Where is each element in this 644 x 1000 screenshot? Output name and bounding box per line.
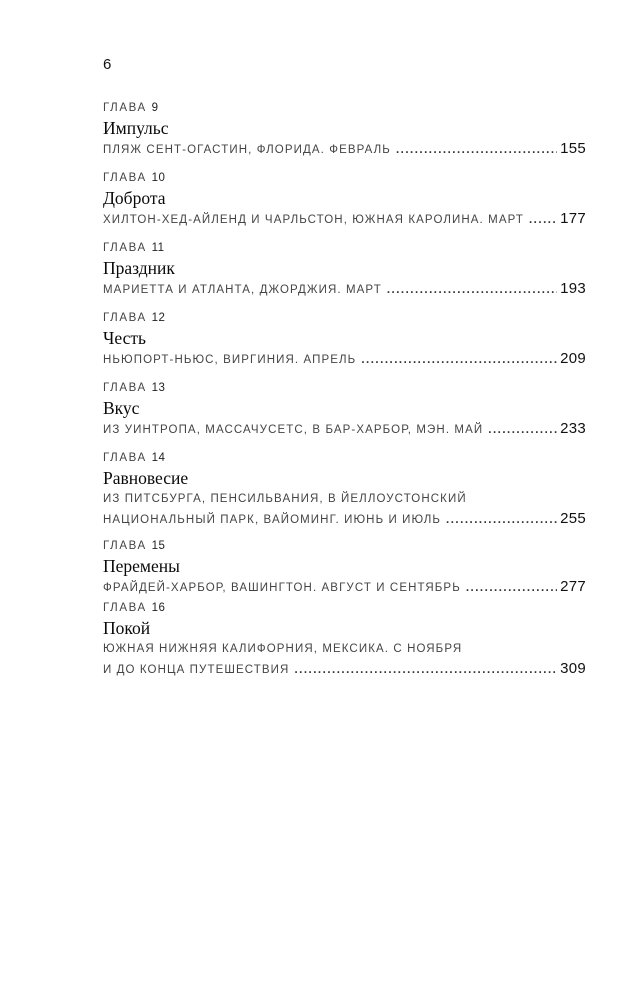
chapter-number: 15 bbox=[151, 540, 166, 552]
chapter-location: ИЗ ПИТСБУРГА, ПЕНСИЛЬВАНИЯ, В ЙЕЛЛОУСТОНСКИЙ bbox=[103, 493, 467, 505]
chapter-word: ГЛАВА bbox=[103, 242, 147, 254]
chapter-page-number: 309 bbox=[560, 660, 586, 677]
chapter-location: ФРАЙДЕЙ-ХАРБОР, ВАШИНГТОН. АВГУСТ И СЕНТЯБРЬ bbox=[103, 582, 461, 594]
dot-leader bbox=[294, 660, 557, 680]
chapter-title: Покой bbox=[103, 618, 151, 638]
chapter-label bbox=[103, 170, 586, 186]
dot-leader bbox=[446, 510, 557, 530]
chapter-label bbox=[103, 380, 586, 396]
chapter-page-number: 277 bbox=[560, 578, 586, 595]
chapter-location: МАРИЕТТА И АТЛАНТА, ДЖОРДЖИЯ. МАРТ bbox=[103, 284, 382, 296]
chapter-number: 14 bbox=[151, 452, 166, 464]
chapter-label bbox=[103, 600, 586, 616]
chapter-number: 12 bbox=[151, 312, 166, 324]
chapter-title: Доброта bbox=[103, 188, 166, 208]
toc-entry-chapter-11 bbox=[103, 240, 586, 299]
chapter-location-line bbox=[103, 139, 586, 159]
chapter-location-line bbox=[103, 419, 586, 439]
chapter-page-number: 255 bbox=[560, 510, 586, 527]
chapter-number: 9 bbox=[151, 102, 159, 114]
chapter-word: ГЛАВА bbox=[103, 540, 147, 552]
chapter-title: Перемены bbox=[103, 556, 180, 576]
chapter-label bbox=[103, 100, 586, 116]
chapter-number: 11 bbox=[151, 242, 165, 254]
chapter-location: НЬЮПОРТ-НЬЮС, ВИРГИНИЯ. АПРЕЛЬ bbox=[103, 354, 357, 366]
chapter-location-line bbox=[103, 209, 586, 229]
chapter-location-line bbox=[103, 509, 586, 529]
chapter-page-number: 155 bbox=[560, 140, 586, 157]
chapter-location: И ДО КОНЦА ПУТЕШЕСТВИЯ bbox=[103, 664, 290, 676]
chapter-page-number: 209 bbox=[560, 350, 586, 367]
dot-leader bbox=[396, 140, 557, 160]
chapter-word: ГЛАВА bbox=[103, 312, 147, 324]
chapter-page-number: 193 bbox=[560, 280, 586, 297]
chapter-location: ИЗ УИНТРОПА, МАССАЧУСЕТС, В БАР-ХАРБОР, МЭН. МАЙ bbox=[103, 424, 484, 436]
toc-entry-chapter-10 bbox=[103, 170, 586, 229]
chapter-title: Равновесие bbox=[103, 468, 189, 488]
chapter-location: НАЦИОНАЛЬНЫЙ ПАРК, ВАЙОМИНГ. ИЮНЬ И ИЮЛЬ bbox=[103, 514, 442, 526]
toc-entry-chapter-16 bbox=[103, 600, 586, 679]
chapter-page-number: 233 bbox=[560, 420, 586, 437]
chapter-location-line bbox=[103, 279, 586, 299]
dot-leader bbox=[529, 210, 557, 230]
chapter-title: Праздник bbox=[103, 258, 175, 278]
chapter-word: ГЛАВА bbox=[103, 382, 147, 394]
chapter-number: 13 bbox=[151, 382, 166, 394]
dot-leader bbox=[387, 280, 557, 300]
dot-leader bbox=[488, 420, 557, 440]
chapter-title: Вкус bbox=[103, 398, 140, 418]
dot-leader bbox=[466, 578, 557, 598]
toc-entry-chapter-12 bbox=[103, 310, 586, 369]
chapter-word: ГЛАВА bbox=[103, 602, 147, 614]
toc-entry-chapter-14 bbox=[103, 450, 586, 529]
chapter-label bbox=[103, 538, 586, 554]
chapter-label bbox=[103, 450, 586, 466]
chapter-title: Честь bbox=[103, 328, 146, 348]
chapter-label bbox=[103, 240, 586, 256]
chapter-location-line bbox=[103, 349, 586, 369]
chapter-word: ГЛАВА bbox=[103, 102, 147, 114]
chapter-number: 10 bbox=[151, 172, 166, 184]
chapter-label bbox=[103, 310, 586, 326]
chapter-location: ХИЛТОН-ХЕД-АЙЛЕНД И ЧАРЛЬСТОН, ЮЖНАЯ КАРОЛИНА. МАРТ bbox=[103, 214, 524, 226]
toc-entry-chapter-13 bbox=[103, 380, 586, 439]
chapter-word: ГЛАВА bbox=[103, 452, 147, 464]
toc-entry-chapter-9 bbox=[103, 100, 586, 159]
page-number: 6 bbox=[103, 56, 112, 73]
chapter-location-line bbox=[103, 659, 586, 679]
chapter-location: ПЛЯЖ СЕНТ-ОГАСТИН, ФЛОРИДА. ФЕВРАЛЬ bbox=[103, 144, 391, 156]
chapter-location-line bbox=[103, 577, 586, 597]
dot-leader bbox=[361, 350, 557, 370]
chapter-word: ГЛАВА bbox=[103, 172, 147, 184]
chapter-page-number: 177 bbox=[560, 210, 586, 227]
chapter-number: 16 bbox=[151, 602, 166, 614]
chapter-location: ЮЖНАЯ НИЖНЯЯ КАЛИФОРНИЯ, МЕКСИКА. С НОЯБРЯ bbox=[103, 643, 463, 655]
chapter-title: Импульс bbox=[103, 118, 169, 138]
toc-entry-chapter-15 bbox=[103, 538, 586, 597]
